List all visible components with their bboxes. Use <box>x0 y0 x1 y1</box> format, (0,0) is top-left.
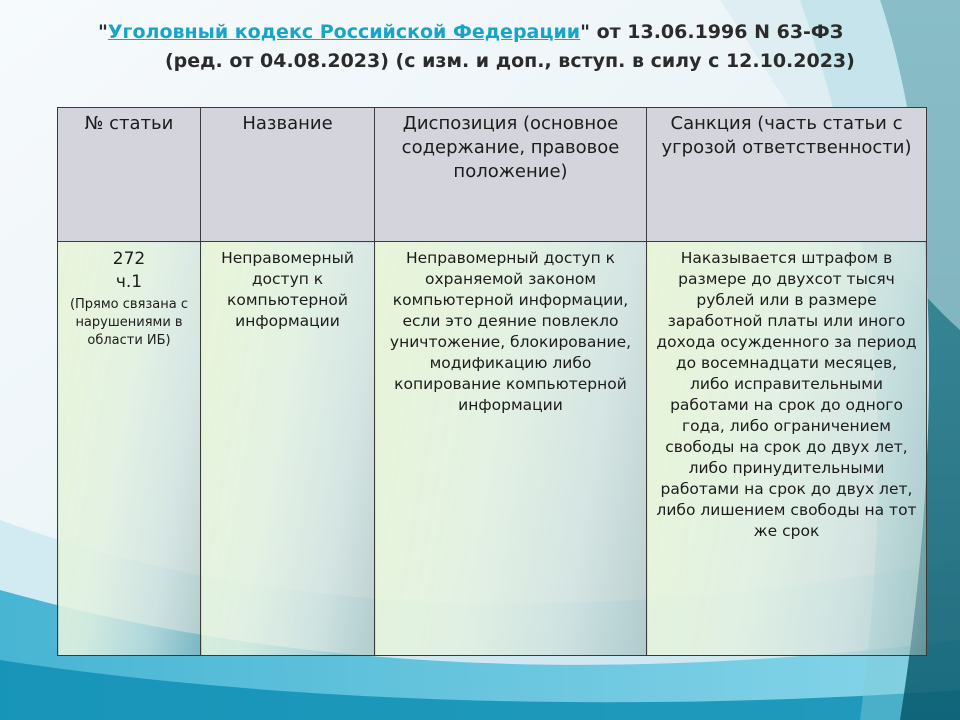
title-subtitle: (ред. от 04.08.2023) (с изм. и доп., вступ. в силу с 12.10.2023) <box>165 50 855 72</box>
table-row <box>58 242 927 656</box>
column-header-article-number: № статьи <box>58 108 201 242</box>
law-link[interactable]: Уголовный кодекс Российской Федерации <box>107 21 581 43</box>
table-header-row <box>58 108 927 242</box>
cell-name: Неправомерный доступ к компьютерной информации <box>201 242 375 656</box>
cell-article-number <box>58 242 201 656</box>
quote-mark: " <box>98 21 108 43</box>
column-header-sanction: Санкция (часть статьи с угрозой ответственности) <box>647 108 927 242</box>
cell-sanction: Наказывается штрафом в размере до двухсот тысяч рублей или в размере заработной платы или иного дохода осужденного за период до восемнадцати месяцев, либо исправительными работами на срок до одного года, либо ограничением свободы на срок до двух лет, либо принудительными работами на срок до двух лет, либо лишением свободы на тот же срок <box>647 242 927 656</box>
column-header-disposition: Диспозиция (основное содержание, правовое положение) <box>375 108 647 242</box>
title-line-1 <box>98 21 843 43</box>
article-number: 272 <box>112 249 146 269</box>
title-rest: " от 13.06.1996 N 63-ФЗ <box>580 21 844 43</box>
article-part: ч.1 <box>115 272 143 292</box>
article-note: (Прямо связана с нарушениями в области ИБ) <box>69 297 189 348</box>
law-table <box>57 107 927 656</box>
cell-disposition: Неправомерный доступ к охраняемой законом компьютерной информации, если это деяние повлекло уничтожение, блокирование, модификацию либо копирование компьютерной информации <box>375 242 647 656</box>
column-header-name: Название <box>201 108 375 242</box>
